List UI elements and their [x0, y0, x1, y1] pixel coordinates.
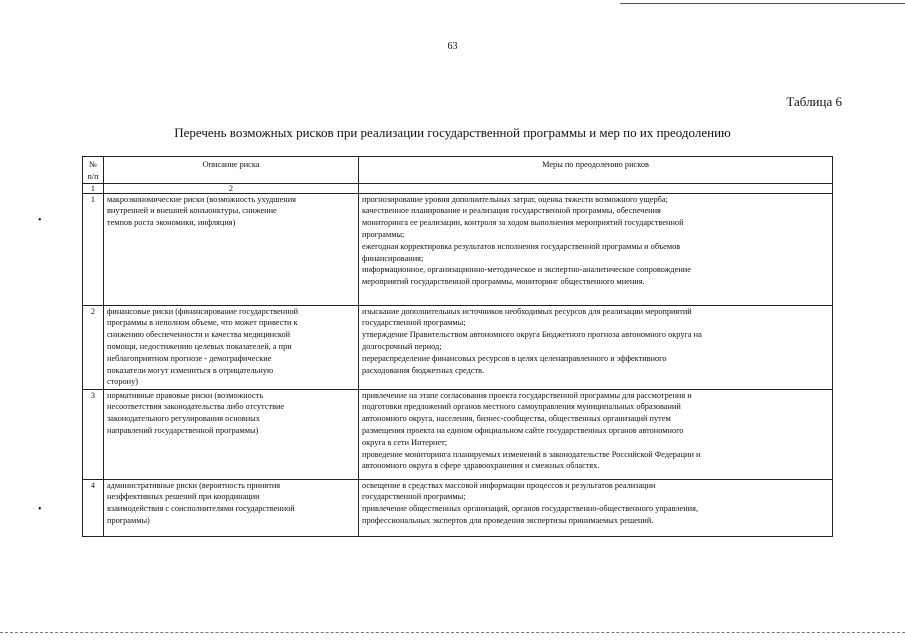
row-number: 4: [83, 479, 104, 536]
risks-table: [82, 156, 833, 537]
text-line: качественное планирование и реализация государственной программы, обеспечения: [362, 206, 661, 216]
risk-measures: [359, 479, 833, 536]
table-row: [83, 193, 833, 305]
column-index-row: [83, 183, 833, 193]
margin-mark: •: [38, 504, 42, 515]
header-description: Описание риска: [104, 157, 359, 184]
row-number: 1: [83, 193, 104, 305]
text-line: автономного округа в сфере здравоохранения и смежных областях.: [362, 461, 600, 471]
header-row: [83, 157, 833, 184]
row-number: 2: [83, 305, 104, 389]
risk-description: [104, 305, 359, 389]
risk-description: [104, 193, 359, 305]
text-line: программы): [107, 515, 150, 525]
row-number: 3: [83, 389, 104, 479]
text-line: финансирования;: [362, 253, 424, 263]
text-line: неэффективных решений при координации: [107, 492, 260, 502]
text-line: мероприятий государственной программы, мониторинг общественного мнения.: [362, 277, 645, 287]
text-line: привлечение общественных организаций, органов государственно-общественного управления,: [362, 504, 699, 514]
text-line: помощи, недостижению целевых показателей, а при: [107, 341, 292, 351]
text-line: показатели могут измениться в отрицательную: [107, 365, 274, 375]
risks-table-body: [83, 193, 833, 536]
text-line: изыскание дополнительных источников необходимых ресурсов для реализации мероприятий: [362, 306, 692, 316]
text-line: ежегодная корректировка результатов исполнения государственной программы и объемов: [362, 241, 681, 251]
table-row: [83, 479, 833, 536]
margin-mark: •: [38, 215, 42, 226]
text-line: нормативные правовые риски (возможность: [107, 390, 264, 400]
header-measures: Меры по преодолению рисков: [359, 157, 833, 184]
text-line: долгосрочный период;: [362, 341, 442, 351]
risk-measures: [359, 193, 833, 305]
text-line: программы в неполном объеме, что может привести к: [107, 318, 298, 328]
text-line: проведение мониторинга планируемых изменений в законодательстве Российской Федерации и: [362, 449, 701, 459]
table-caption: Таблица 6: [786, 94, 842, 109]
text-line: государственной программы;: [362, 318, 466, 328]
column-index: 2: [104, 183, 359, 193]
text-line: освещение в средствах массовой информации процессов и результатов реализации: [362, 480, 656, 490]
text-line: профессиональных экспертов для проведения экспертизы принимаемых решений.: [362, 515, 654, 525]
text-line: привлечение на этапе согласования проекта государственной программы для рассмотрения и: [362, 390, 692, 400]
table-row: [83, 305, 833, 389]
text-line: размещения проекта на едином официальном сайте государственных органов автономного: [362, 425, 684, 435]
text-line: внутренней и внешней конъюнктуры, снижение: [107, 206, 277, 216]
text-line: несоответствия законодательства либо отсутствие: [107, 402, 285, 412]
text-line: финансовые риски (финансирование государственной: [107, 306, 299, 316]
text-line: снижению обеспеченности и качества медицинской: [107, 330, 291, 340]
text-line: законодательного регулирования основных: [107, 414, 260, 424]
risk-measures: [359, 305, 833, 389]
risk-description: [104, 479, 359, 536]
risk-description: [104, 389, 359, 479]
page-number: 63: [447, 41, 458, 52]
scan-edge-line-top: [620, 3, 905, 4]
text-line: неблагоприятном прогнозе - демографические: [107, 353, 272, 363]
text-line: программы;: [362, 229, 405, 239]
table-title: Перечень возможных рисков при реализации государственной программы и мер по их преодолению: [174, 125, 731, 140]
text-line: темпов роста экономики, инфляция): [107, 218, 236, 228]
scan-edge-line-bottom: [0, 632, 905, 633]
text-line: сторону): [107, 377, 138, 387]
table-row: [83, 389, 833, 479]
text-line: расходования бюджетных средств.: [362, 365, 485, 375]
text-line: утверждение Правительством автономного округа Бюджетного прогноза автономного округа на: [362, 330, 702, 340]
text-line: перераспределение финансовых ресурсов в целях целенаправленного и эффективного: [362, 353, 667, 363]
text-line: подготовки предложений органов местного самоуправления муниципальных образований: [362, 402, 681, 412]
column-index: [359, 183, 833, 193]
text-line: прогнозирование уровня дополнительных затрат, оценка тяжести возможного ущерба;: [362, 194, 668, 204]
risk-measures: [359, 389, 833, 479]
text-line: направлений государственной программы): [107, 425, 259, 435]
text-line: государственной программы;: [362, 492, 466, 502]
text-line: автономного округа, населения, бизнес-сообщества, общественных организаций путем: [362, 414, 671, 424]
text-line: административные риски (вероятность принятия: [107, 480, 281, 490]
text-line: информационное, организационно-методическое и экспертно-аналитическое сопровождение: [362, 265, 691, 275]
text-line: взаимодействия с соисполнителями государственной: [107, 504, 295, 514]
text-line: мониторинга ее реализации, контроля за ходом выполнения мероприятий государственной: [362, 218, 684, 228]
text-line: макроэкономические риски (возможность ухудшения: [107, 194, 296, 204]
column-index: 1: [83, 183, 104, 193]
text-line: округа в сети Интернет;: [362, 437, 448, 447]
header-number: № п/п: [83, 157, 104, 184]
